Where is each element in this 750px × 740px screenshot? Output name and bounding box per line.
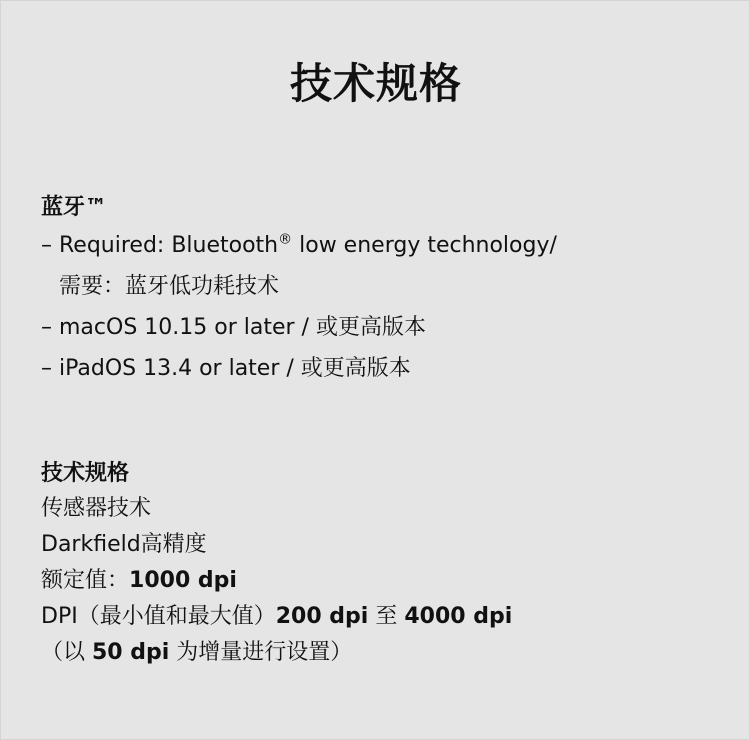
- specs-heading: 技术规格: [41, 461, 130, 486]
- dpi-step-value: 50 dpi: [92, 640, 170, 665]
- bluetooth-section: [41, 191, 731, 389]
- bluetooth-requirement-cn: 需要：蓝牙低功耗技术: [59, 274, 280, 299]
- dpi-range-min: 200 dpi: [275, 604, 369, 629]
- dpi-range-line: [41, 599, 731, 635]
- dpi-step-open: （以: [41, 640, 92, 665]
- nominal-dpi-label: 额定值：: [41, 568, 130, 593]
- bluetooth-heading: 蓝牙™: [41, 195, 108, 220]
- nominal-dpi-line: [41, 563, 731, 599]
- nominal-dpi-value: 1000 dpi: [129, 568, 237, 593]
- dpi-step-line: [41, 635, 731, 671]
- specs-section: [41, 457, 731, 671]
- dpi-range-max: 4000 dpi: [404, 604, 513, 629]
- dpi-range-to: 至: [368, 604, 405, 629]
- page-title: 技术规格: [289, 59, 462, 108]
- registered-mark: ®: [278, 231, 293, 248]
- dpi-range-label: DPI（最小值和最大值）: [41, 604, 276, 629]
- sensor-tech-line: 传感器技术: [41, 496, 152, 521]
- macos-requirement: – macOS 10.15 or later / 或更高版本: [41, 315, 426, 340]
- bluetooth-requirement-prefix: – Required: Bluetooth: [41, 233, 279, 258]
- ipados-requirement: – iPadOS 13.4 or later / 或更高版本: [41, 356, 411, 381]
- bluetooth-requirement-line: [41, 225, 731, 266]
- bluetooth-requirement-suffix: low energy technology/: [292, 233, 557, 258]
- dpi-step-rest: 为增量进行设置）: [169, 640, 353, 665]
- darkfield-line: Darkfield高精度: [41, 532, 207, 557]
